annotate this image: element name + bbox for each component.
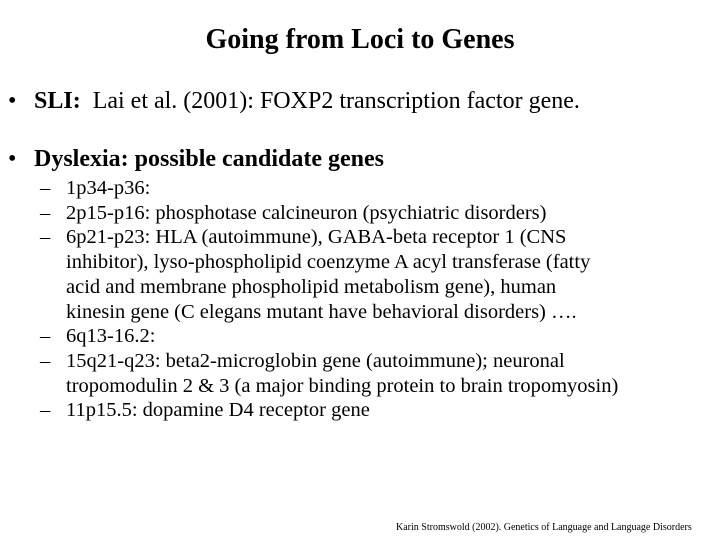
dash-marker: – [40, 325, 51, 348]
list-item-line: 6q13-16.2: [66, 325, 156, 348]
bullet-dot: • [8, 88, 17, 114]
dash-marker: – [40, 177, 51, 199]
list-item-line: 1p34-p36: [66, 177, 151, 199]
list-item [40, 225, 618, 324]
list-item [40, 349, 618, 398]
list-item-line: 11p15.5: dopamine D4 receptor gene [66, 399, 370, 422]
candidate-gene-list [40, 176, 618, 423]
bullet-sli [8, 86, 580, 116]
dash-marker: – [40, 349, 51, 372]
list-item-line: tropomodulin 2 & 3 (a major binding protein to brain tropomyosin) [66, 374, 619, 397]
list-item [40, 201, 618, 226]
bullet-lead-sli: SLI: [34, 88, 81, 114]
list-item-line: inhibitor), lyso-phospholipid coenzyme A acyl transferase (fatty [66, 251, 591, 274]
bullet-dot: • [8, 146, 17, 172]
list-item-line: 2p15-p16: phosphotase calcineuron (psychiatric disorders) [66, 201, 547, 224]
list-item-line: 6p21-p23: HLA (autoimmune), GABA-beta receptor 1 (CNS [66, 226, 567, 249]
slide-title: Going from Loci to Genes [205, 24, 515, 55]
dash-marker: – [40, 399, 51, 422]
list-item-line: acid and membrane phospholipid metabolism gene), human [66, 275, 557, 298]
citation-footer: Karin Stromswold (2002). Genetics of Language and Language Disorders [396, 522, 692, 533]
list-item-line: 15q21-q23: beta2-microglobin gene (autoimmune); neuronal [66, 349, 565, 372]
bullet-dyslexia [8, 144, 384, 174]
list-item [40, 176, 618, 201]
list-item [40, 398, 618, 423]
dash-marker: – [40, 226, 51, 249]
bullet-text-sli: Lai et al. (2001): FOXP2 transcription factor gene. [80, 88, 580, 114]
dash-marker: – [40, 201, 51, 224]
list-item-line: kinesin gene (C elegans mutant have behavioral disorders) …. [66, 300, 577, 323]
bullet-lead-dyslexia: Dyslexia: possible candidate genes [34, 146, 385, 172]
list-item [40, 324, 618, 349]
